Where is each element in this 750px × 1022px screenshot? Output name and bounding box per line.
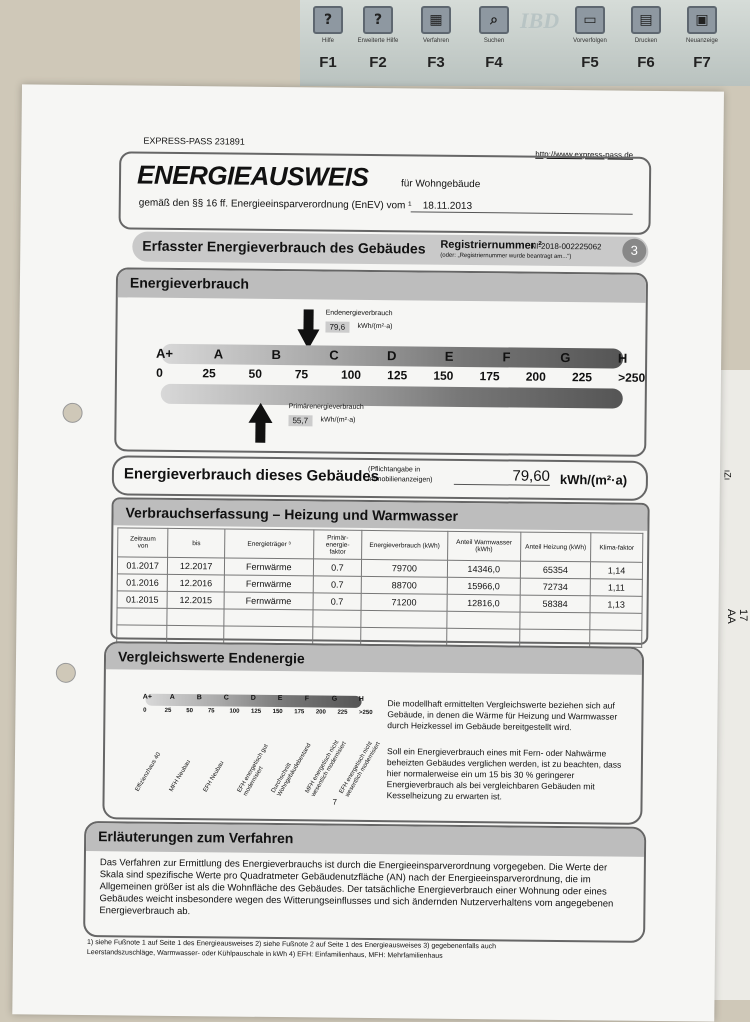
- vergleich-box: [102, 641, 644, 825]
- comparison-class-label: A: [169, 693, 175, 701]
- margin-mark-top: ıZı: [722, 469, 733, 481]
- punch-hole: [62, 403, 82, 423]
- extended-help-icon: ?: [363, 6, 393, 34]
- key-label: Suchen: [483, 38, 505, 44]
- primary-energy-unit: kWh/(m²·a): [320, 416, 356, 424]
- cell: 15966,0: [447, 577, 520, 595]
- col-warmwasser: Anteil Warmwasser (kWh): [447, 531, 520, 561]
- comparison-tick-label: 175: [294, 709, 305, 716]
- cell: 1,14: [591, 562, 643, 580]
- comparison-class-label: B: [196, 694, 202, 702]
- arrow-up-icon: [248, 403, 272, 448]
- end-energy-value: 79,6: [325, 322, 349, 333]
- cell: 12816,0: [447, 594, 520, 612]
- footnote-marker: 7: [332, 797, 338, 807]
- cell: 71200: [361, 593, 447, 611]
- keyboard-strip: [300, 0, 750, 86]
- comparison-class-label: E: [277, 695, 283, 703]
- energieverbrauch-heading: Energieverbrauch: [118, 269, 646, 303]
- print-icon: ▤: [631, 6, 661, 34]
- primary-scale: [161, 384, 623, 409]
- cell: 0.7: [313, 576, 362, 594]
- scale-tick-label: 200: [525, 369, 546, 384]
- reference-label: Effizienzhaus 40: [134, 751, 163, 793]
- col-bis: bis: [168, 528, 225, 558]
- key-label: Vorverfolgen: [573, 38, 607, 44]
- scale-tick-label: 100: [340, 367, 362, 382]
- f5-key[interactable]: [562, 0, 618, 86]
- comparison-class-label: A+: [142, 693, 153, 701]
- efficiency-class-label: G: [560, 349, 571, 366]
- key-name: F3: [427, 54, 445, 71]
- cell: 12.2017: [168, 557, 225, 575]
- key-name: F5: [581, 54, 599, 71]
- cell: 14346,0: [447, 560, 520, 578]
- cell: 01.2017: [117, 557, 168, 575]
- key-name: F1: [319, 54, 337, 71]
- cell: 01.2016: [117, 574, 168, 592]
- comparison-tick-label: 125: [251, 708, 262, 715]
- scale-tick-label: 175: [479, 369, 500, 384]
- key-label: Hilfe: [321, 38, 334, 44]
- key-name: F7: [693, 54, 711, 71]
- reference-label: Durchschnitt Wohngebäudebestand: [270, 742, 313, 798]
- col-klima: Klima-faktor: [591, 533, 643, 563]
- f4-key[interactable]: [466, 0, 522, 86]
- f1-key[interactable]: [300, 0, 356, 86]
- efficiency-class-label: A: [213, 346, 224, 362]
- cell: Fernwärme: [224, 558, 313, 576]
- f7-key[interactable]: [674, 0, 730, 86]
- reference-label: EFH energetisch nicht wesentlich modernisiert: [338, 740, 382, 799]
- col-heizung: Anteil Heizung (kWh): [520, 532, 591, 562]
- scale-tick-label: 225: [571, 370, 593, 385]
- comparison-tick-label: 200: [315, 709, 326, 716]
- building-consumption-title: Energieverbrauch dieses Gebäudes: [123, 465, 380, 486]
- vergleich-heading: Vergleichswerte Endenergie: [106, 643, 642, 675]
- cell: 88700: [361, 576, 447, 594]
- comparison-reference-labels: [134, 720, 382, 803]
- refresh-icon: ▣: [687, 6, 717, 34]
- efficiency-class-label: F: [502, 349, 511, 365]
- reference-label: EFH Neubau: [202, 760, 226, 794]
- forward-icon: ▭: [575, 6, 605, 34]
- f2-key[interactable]: [350, 0, 406, 86]
- footnotes-line1: 1) siehe Fußnote 1 auf Seite 1 des Energieausweises 2) siehe Fußnote 2 auf Seite 1 des Energieausweises 3) gegebenenfalls auch: [86, 939, 497, 951]
- comparison-tick-label: 100: [229, 708, 240, 715]
- erlaeuterung-text: Das Verfahren zur Ermittlung des Energieverbrauchs ist durch die Energieeinsparverordnung vorgegeben. Die Werte der Skala sind spezifische Werte pro Quadratmeter Gebäudenutzfläche (AN) nach der Energieeinsparverordnung, die im Allgemeinen größer ist als die Wohnfläche des Gebäudes. Der tatsächliche Energieverbrauch einer Wohnung oder eines Gebäudes weicht insbesondere wegen des Witterungseinflusses und sich ändernden Nutzerverhaltens vom angegebenen Energieverbrauch ab.: [99, 857, 614, 918]
- col-primaer: Primär-energie-faktor: [313, 530, 362, 560]
- comparison-class-labels: [142, 693, 364, 708]
- reference-label: MFH energetisch nicht wesentlich modernisiert: [304, 739, 348, 798]
- document-page: [12, 84, 724, 1021]
- erlaeuterung-box: [83, 821, 646, 943]
- end-energy-unit: kWh/(m²·a): [357, 322, 393, 331]
- efficiency-class-label: A+: [155, 345, 174, 361]
- efficiency-class-label: E: [444, 348, 454, 364]
- key-name: F2: [369, 54, 387, 71]
- punch-hole: [56, 663, 76, 683]
- comparison-class-label: F: [304, 695, 310, 703]
- scale-tick-label: 25: [202, 366, 216, 381]
- procedure-icon: ▦: [421, 6, 451, 34]
- scale-tick-label: 0: [156, 365, 163, 380]
- search-icon: ⌕: [479, 6, 509, 34]
- comparison-tick-label: 50: [186, 708, 193, 715]
- cell: 72734: [520, 578, 590, 596]
- primary-energy-label: Primärenergieverbrauch: [288, 403, 364, 411]
- cell: Fernwärme: [224, 575, 313, 593]
- express-pass-id: EXPRESS-PASS 231891: [143, 135, 245, 147]
- key-label: Drucken: [634, 38, 658, 44]
- cell: 12.2015: [167, 591, 224, 609]
- building-consumption-unit: kWh/(m²·a): [559, 471, 628, 488]
- scale-ticks: [156, 365, 646, 387]
- efficiency-class-label: C: [329, 347, 339, 363]
- cell: 0.7: [313, 593, 362, 611]
- scale-tick-label: 50: [248, 366, 263, 381]
- key-label: Neuanzeige: [685, 38, 719, 44]
- cell: 0.7: [313, 559, 362, 577]
- scale-tick-label: 125: [387, 368, 408, 383]
- law-reference: gemäß den §§ 16 ff. Energieeinsparverordnung (EnEV) vom ¹: [138, 197, 412, 212]
- scale-tick-label: 150: [433, 368, 454, 383]
- title-box: [119, 151, 652, 235]
- col-energietraeger: Energieträger ³: [225, 529, 314, 559]
- comparison-tick-label: 0: [143, 707, 147, 714]
- col-von: Zeitraum von: [118, 528, 169, 558]
- comparison-class-label: H: [358, 695, 364, 703]
- cell: 58384: [520, 595, 590, 613]
- scale-tick-label: >250: [618, 370, 646, 385]
- comparison-class-label: C: [223, 694, 229, 702]
- note-line1: (Pflichtangabe in: [367, 465, 421, 474]
- cell: 65354: [520, 561, 590, 579]
- margin-mark: 17 AA: [725, 609, 749, 624]
- page-number: 3: [622, 239, 646, 263]
- cell: 79700: [362, 559, 448, 577]
- key-label: Verfahren: [422, 38, 450, 44]
- note-line2: Immobilienanzeigen): [367, 475, 433, 484]
- comparison-tick-label: 75: [207, 708, 215, 715]
- document-title: ENERGIEAUSWEIS: [136, 159, 369, 192]
- verbrauch-table: [116, 527, 643, 648]
- key-name: F4: [485, 54, 503, 71]
- comparison-tick-label: 25: [164, 707, 172, 714]
- verbrauch-box: [110, 497, 649, 645]
- col-energieverbrauch: Energieverbrauch (kWh): [362, 530, 448, 560]
- registration-note: (oder: „Registriernummer wurde beantragt am..."): [440, 252, 572, 261]
- key-label: Erweiterte Hilfe: [357, 38, 399, 44]
- comparison-tick-label: 150: [272, 708, 283, 716]
- primary-energy-value: 55,7: [288, 415, 312, 426]
- comparison-class-label: D: [250, 694, 256, 702]
- reference-label: EFH energetisch gut modernisiert: [236, 743, 270, 798]
- issue-date: 18.11.2013: [411, 200, 633, 214]
- efficiency-class-label: B: [271, 346, 281, 363]
- end-energy-label: Endenergieverbrauch: [325, 309, 393, 318]
- efficiency-class-label: D: [386, 348, 397, 364]
- building-consumption-value: 79,60: [454, 467, 550, 486]
- cell: Fernwärme: [224, 592, 313, 610]
- document-subtitle: für Wohngebäude: [400, 178, 481, 191]
- footnotes-line2: Leerstandszuschläge, Warmwasser- oder Kühlpauschale in kWh 4) EFH: Einfamilienhaus, MFH: Mehrfamilienhaus: [86, 949, 443, 960]
- comparison-ticks: [143, 707, 373, 720]
- verbrauch-heading: Verbrauchserfassung – Heizung und Warmwasser: [113, 499, 647, 531]
- website-link[interactable]: http://www.express-pass.de: [535, 149, 634, 160]
- section-title: Erfasster Energieverbrauch des Gebäudes: [142, 237, 426, 257]
- cell: 01.2015: [117, 591, 168, 609]
- comparison-tick-label: 225: [337, 709, 348, 716]
- registration-number: NI-2018-002225062: [530, 241, 602, 252]
- energieverbrauch-box: [114, 267, 648, 457]
- comparison-text-1: Die modellhaft ermittelten Vergleichswerte beziehen sich auf Gebäude, in denen die Wärme für Heizung und Warmwasser durch Heizkessel im Gebäude bereitgestellt wird.: [387, 698, 618, 733]
- cell: 1,13: [590, 596, 642, 614]
- brand-logo: IBD: [520, 8, 560, 33]
- registration-label: Registriernummer ²: [440, 238, 542, 252]
- scale-tick-label: 75: [294, 367, 309, 382]
- cell: 12.2016: [168, 574, 225, 592]
- erlaeuterung-heading: Erläuterungen zum Verfahren: [86, 823, 644, 857]
- comparison-text-2: Soll ein Energieverbrauch eines mit Fern- oder Nahwärme beheizten Gebäudes verglichen werden, ist zu beachten, dass hier normalerweise ein um 15 bis 30 % geringerer Energieverbrauch als bei vergleichbaren Gebäuden mit Kesselheizung zu erwarten ist.: [386, 746, 622, 802]
- section-header: [132, 231, 648, 266]
- f3-key[interactable]: [408, 0, 464, 86]
- help-icon: ?: [313, 6, 343, 34]
- building-consumption-box: [112, 455, 648, 501]
- efficiency-class-label: H: [617, 350, 628, 366]
- key-name: F6: [637, 54, 655, 71]
- comparison-class-label: G: [331, 695, 338, 703]
- cell: 1,11: [590, 579, 642, 597]
- f6-key[interactable]: [618, 0, 674, 86]
- reference-label: MFH Neubau: [168, 759, 192, 793]
- comparison-tick-label: >250: [359, 709, 373, 717]
